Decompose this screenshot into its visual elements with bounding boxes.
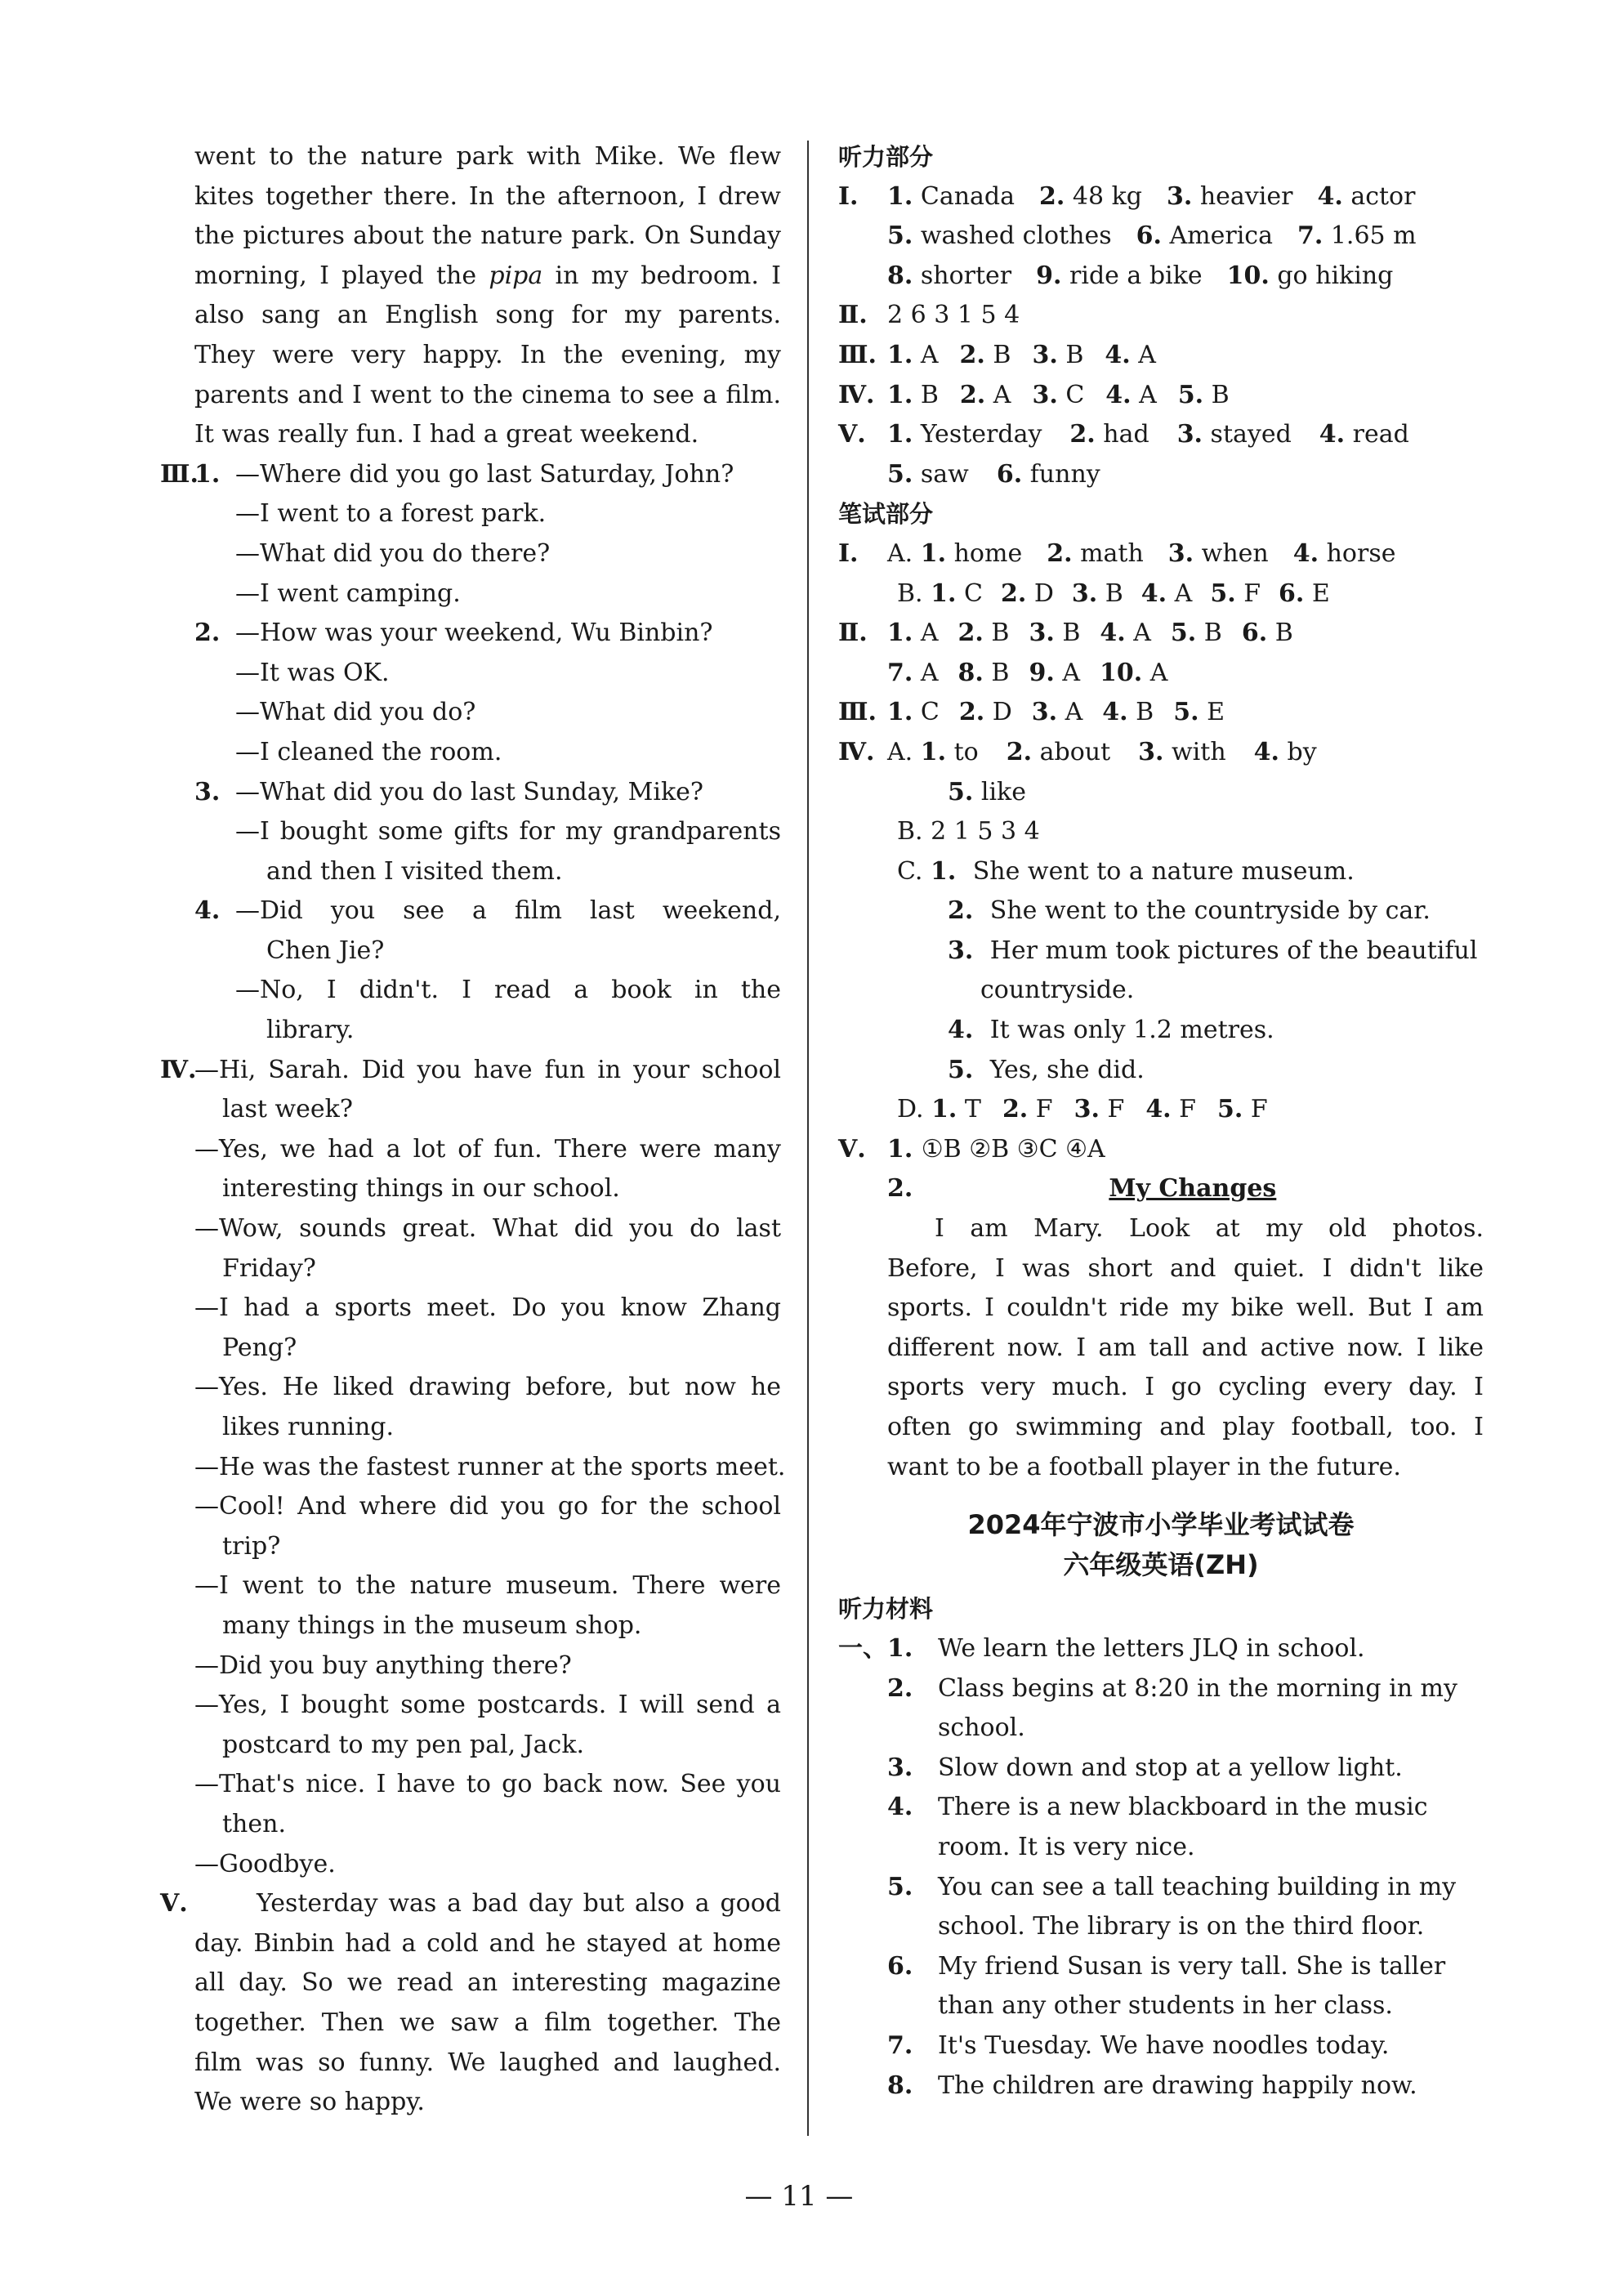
item-number: 4. bbox=[1140, 578, 1167, 608]
writing-heading: 笔试部分 bbox=[838, 500, 934, 529]
item-number: 1. bbox=[887, 380, 913, 409]
sub-label: C. bbox=[897, 856, 931, 886]
answer-item: 1. A bbox=[887, 619, 939, 648]
item-number: 2. bbox=[957, 619, 984, 648]
answer-item: 2. math bbox=[1047, 538, 1144, 568]
dialogue-line: —Did you buy anything there? bbox=[194, 1651, 572, 1680]
item-number: 3. bbox=[1167, 538, 1194, 568]
answer-row bbox=[838, 654, 1484, 694]
answer-row bbox=[838, 217, 1484, 257]
item-number: 4. bbox=[1317, 181, 1343, 211]
item-number: 1. bbox=[931, 1095, 957, 1124]
section-marker-W2: Ⅱ. bbox=[838, 619, 868, 648]
item-number: 6. bbox=[1136, 221, 1162, 251]
intro-line: It was really fun. I had a great weekend. bbox=[194, 420, 699, 449]
answer-item: 3. B bbox=[1029, 619, 1081, 648]
answer-item: 6. America bbox=[1136, 221, 1273, 251]
answer-item: 1. home bbox=[920, 538, 1023, 568]
intro-line: also sang an English song for my parents. bbox=[194, 301, 781, 330]
exam-subtitle: 六年级英语(ZH) bbox=[1063, 1548, 1259, 1580]
item-number: 5. bbox=[948, 1055, 982, 1084]
item-number: 3. bbox=[1032, 340, 1058, 369]
passage-line: film was so funny. We laughed and laughed. bbox=[194, 2048, 781, 2077]
item-number: 2. bbox=[1006, 737, 1033, 766]
answer-item: 1. T bbox=[931, 1095, 981, 1124]
dialogue-line: —I bought some gifts for my grandparents bbox=[235, 817, 781, 846]
item-number: 3. bbox=[1176, 420, 1203, 449]
answer-item: 7. A bbox=[887, 658, 939, 687]
passage-line: Ⅴ. Yesterday was a bad day but also a good bbox=[194, 1884, 781, 1924]
item-number: 1. bbox=[887, 420, 913, 449]
item-number: 2. bbox=[959, 340, 985, 369]
dialogue-text: —How was your weekend, Wu Binbin? bbox=[235, 619, 713, 648]
dialogue-line: —No, I didn't. I read a book in the bbox=[235, 976, 781, 1005]
answer-item: 2. had bbox=[1069, 420, 1149, 449]
dialogue-line: —What did you do? bbox=[235, 698, 476, 727]
answer-item: 2. 48 kg bbox=[1039, 181, 1142, 211]
sub-label: A. bbox=[887, 538, 921, 568]
dialogue-text: —What did you do last Sunday, Mike? bbox=[235, 777, 703, 806]
page-number: — 11 — bbox=[744, 2180, 854, 2213]
section-marker-3: Ⅲ. bbox=[160, 459, 199, 489]
column-divider bbox=[807, 141, 809, 2136]
item-number: 5. bbox=[1170, 619, 1197, 648]
answer-item: 5. B bbox=[1170, 619, 1222, 648]
answer-item: 7. 1.65 m bbox=[1297, 221, 1417, 251]
dialogue-line bbox=[160, 455, 781, 495]
passage-line: together. Then we saw a film together. The bbox=[194, 2008, 781, 2037]
intro-line: the pictures about the nature park. On Sunday bbox=[194, 221, 781, 251]
answer-item: 4. F bbox=[1145, 1095, 1196, 1124]
answer-item: 4. A bbox=[1105, 380, 1157, 409]
dialogue-line: —Wow, sounds great. What did you do last bbox=[194, 1214, 781, 1244]
intro-line: parents and I went to the cinema to see a film. bbox=[194, 380, 781, 409]
answer-line: C. 1. She went to a nature museum. bbox=[897, 856, 1355, 886]
dialogue-line: —What did you do there? bbox=[235, 538, 551, 568]
intro-line: They were very happy. In the evening, my bbox=[194, 340, 781, 369]
passage-line: day. Binbin had a cold and he stayed at home bbox=[194, 1928, 781, 1958]
answer-item: 4. actor bbox=[1317, 181, 1416, 211]
answer-item: 1. Canada bbox=[887, 181, 1015, 211]
item-number: 5. bbox=[887, 459, 913, 489]
item-number: 4. bbox=[948, 1016, 982, 1045]
answer-item: 3. F bbox=[1074, 1095, 1125, 1124]
passage-line: all day. So we read an interesting magazine bbox=[194, 1968, 781, 1998]
dialogue-line: —I went to the nature museum. There were bbox=[194, 1571, 781, 1601]
item-number: 3. bbox=[1029, 619, 1055, 648]
answer-item: 5. like bbox=[948, 777, 1026, 806]
answer-row bbox=[838, 177, 1484, 217]
section-marker-5: Ⅴ. bbox=[160, 1889, 188, 1919]
answer-item: 3. stayed bbox=[1176, 420, 1292, 449]
item-number: 2. bbox=[887, 1174, 913, 1204]
item-number: 8. bbox=[887, 261, 913, 290]
item-number: 3. bbox=[194, 777, 221, 806]
section-marker-L2: Ⅱ. bbox=[838, 301, 868, 330]
essay-line: want to be a football player in the future. bbox=[887, 1452, 1401, 1481]
answer-item: 10. go hiking bbox=[1226, 261, 1394, 290]
essay-line: sports. I couldn't ride my bike well. But I am bbox=[887, 1293, 1484, 1323]
dialogue-line: —I had a sports meet. Do you know Zhang bbox=[194, 1293, 781, 1323]
item-number: 4. bbox=[1100, 619, 1126, 648]
answer-item: 2. D bbox=[958, 698, 1012, 727]
answer-item: 4. A bbox=[1105, 340, 1156, 369]
answer-row bbox=[838, 1090, 1484, 1130]
answer-item: 6. E bbox=[1279, 578, 1330, 608]
answer-line: 4. It was only 1.2 metres. bbox=[948, 1016, 1274, 1045]
answer-item: 1. A bbox=[887, 340, 939, 369]
dialogue-line bbox=[194, 614, 781, 654]
item-number: 6. bbox=[1279, 578, 1305, 608]
answer-row bbox=[838, 773, 1484, 813]
sequence-answer: 2 1 5 3 4 bbox=[931, 817, 1040, 846]
intro-line: morning, I played the pipa in my bedroom. I bbox=[194, 261, 782, 290]
dialogue-line: many things in the museum shop. bbox=[222, 1610, 642, 1640]
dialogue-line: Ⅳ. —Hi, Sarah. Did you have fun in your school bbox=[194, 1051, 781, 1091]
answer-row bbox=[838, 1169, 1484, 1209]
answer-row bbox=[838, 296, 1484, 336]
item-number: 7. bbox=[887, 2030, 913, 2060]
answer-row bbox=[838, 534, 1484, 574]
item-number: 2. bbox=[194, 619, 221, 648]
answer-item: 3. heavier bbox=[1166, 181, 1293, 211]
item-number: 1. bbox=[887, 1134, 922, 1164]
answer-item: 8. B bbox=[957, 658, 1010, 687]
dialogue-line: trip? bbox=[222, 1531, 281, 1561]
answer-row bbox=[838, 257, 1484, 297]
item-number: 2. bbox=[1000, 578, 1027, 608]
answer-item: 1. to bbox=[920, 737, 979, 766]
item-number: 5. bbox=[1210, 578, 1236, 608]
item-number: 10. bbox=[1099, 658, 1143, 687]
material-line: 3. Slow down and stop at a yellow light. bbox=[838, 1749, 1484, 1789]
answer-item: 3. when bbox=[1167, 538, 1269, 568]
item-number: 2. bbox=[887, 1673, 913, 1703]
item-number: 1. bbox=[931, 578, 957, 608]
answer-item: 10. A bbox=[1099, 658, 1168, 687]
item-number: 1. bbox=[194, 459, 221, 489]
answer-item: 5. saw bbox=[887, 459, 969, 489]
item-number: 5. bbox=[1177, 380, 1204, 409]
answer-line: 5. Yes, she did. bbox=[948, 1055, 1145, 1084]
sequence-answer: 2 6 3 1 5 4 bbox=[887, 301, 1020, 330]
dialogue-line: —I went to a forest park. bbox=[235, 499, 547, 529]
answer-item: 2. D bbox=[1000, 578, 1054, 608]
material-line: 一、 1. We learn the letters JLQ in school. bbox=[838, 1629, 1484, 1669]
dialogue-line: Peng? bbox=[222, 1333, 297, 1362]
material-line: school. The library is on the third floor. bbox=[938, 1912, 1425, 1941]
intro-line: went to the nature park with Mike. We flew bbox=[194, 142, 781, 171]
dialogue-line: —It was OK. bbox=[235, 658, 390, 687]
answer-item: 3. B bbox=[1071, 578, 1123, 608]
item-number: 4. bbox=[1319, 420, 1346, 449]
section-marker-L3: Ⅲ. bbox=[838, 340, 877, 369]
item-number: 1. bbox=[887, 181, 913, 211]
dialogue-line: —Yes. He liked drawing before, but now he bbox=[194, 1373, 781, 1402]
answer-item: 3. B bbox=[1032, 340, 1084, 369]
answer-line: countryside. bbox=[980, 976, 1135, 1005]
essay-line: different now. I am tall and active now. I like bbox=[887, 1333, 1484, 1362]
spacer bbox=[838, 1487, 1484, 1505]
material-line: 7. It's Tuesday. We have noodles today. bbox=[838, 2026, 1484, 2066]
answer-item: 2. A bbox=[959, 380, 1011, 409]
item-number: 3. bbox=[887, 1753, 913, 1782]
section-marker-L5: Ⅴ. bbox=[838, 420, 866, 449]
answer-row bbox=[838, 693, 1484, 733]
item-number: 6. bbox=[996, 459, 1023, 489]
answer-item: 8. shorter bbox=[887, 261, 1012, 290]
item-number: 3. bbox=[948, 936, 982, 965]
answer-row bbox=[838, 812, 1484, 852]
material-line: 5. You can see a tall teaching building in my bbox=[838, 1868, 1484, 1908]
item-number: 4. bbox=[1102, 698, 1128, 727]
section-marker-4: Ⅳ. bbox=[160, 1055, 197, 1084]
sub-label: D. bbox=[897, 1095, 932, 1124]
section-marker-W5: Ⅴ. bbox=[838, 1134, 866, 1164]
dialogue-line bbox=[194, 773, 781, 813]
dialogue-line: likes running. bbox=[222, 1413, 395, 1441]
material-line: school. bbox=[938, 1713, 1025, 1743]
material-line: 6. My friend Susan is very tall. She is taller bbox=[838, 1947, 1484, 1987]
answer-item: 2. about bbox=[1006, 737, 1111, 766]
dialogue-line: —I went camping. bbox=[235, 578, 461, 608]
item-number: 2. bbox=[1039, 181, 1065, 211]
item-number: 4. bbox=[887, 1793, 913, 1822]
answer-item: 4. A bbox=[1100, 619, 1151, 648]
section-marker-W1: Ⅰ. bbox=[838, 538, 859, 568]
answer-item: 4. by bbox=[1253, 737, 1317, 766]
item-number: 2. bbox=[958, 698, 985, 727]
pipa-word: pipa bbox=[489, 261, 543, 290]
answer-item: 1. C bbox=[931, 578, 983, 608]
material-line: than any other students in her class. bbox=[938, 1991, 1393, 2021]
material-line: 2. Class begins at 8:20 in the morning in my bbox=[838, 1669, 1484, 1709]
listening-heading: 听力部分 bbox=[838, 143, 934, 171]
item-number: 4. bbox=[194, 896, 221, 926]
dialogue-line: —Goodbye. bbox=[194, 1849, 336, 1878]
dialogue-line: then. bbox=[222, 1809, 286, 1838]
item-number: 4. bbox=[1253, 737, 1279, 766]
essay-title: My Changes bbox=[1109, 1174, 1277, 1204]
dialogue-line: library. bbox=[266, 1016, 355, 1045]
dialogue-line: Chen Jie? bbox=[266, 936, 385, 965]
section-marker-W3: Ⅲ. bbox=[838, 698, 877, 727]
item-number: 2. bbox=[1002, 1095, 1029, 1124]
item-number: 9. bbox=[1029, 658, 1055, 687]
answer-line: 2. She went to the countryside by car. bbox=[948, 896, 1431, 926]
answer-item: 2. B bbox=[959, 340, 1011, 369]
item-number: 8. bbox=[957, 658, 984, 687]
exam-title: 2024年宁波市小学毕业考试试卷 bbox=[967, 1509, 1355, 1541]
answer-item: 9. ride a bike bbox=[1036, 261, 1203, 290]
answer-row bbox=[838, 733, 1484, 773]
answer-item: 2. F bbox=[1002, 1095, 1053, 1124]
dialogue-line: last week? bbox=[222, 1095, 353, 1124]
choice-answers: ①B ②B ③C ④A bbox=[921, 1134, 1105, 1164]
item-number: 10. bbox=[1226, 261, 1270, 290]
item-number: 3. bbox=[1031, 698, 1058, 727]
answer-item: 1. B bbox=[887, 380, 939, 409]
dialogue-line: and then I visited them. bbox=[266, 856, 563, 886]
item-number: 1. bbox=[887, 619, 913, 648]
answer-item: 1. C bbox=[887, 698, 940, 727]
item-number: 1. bbox=[887, 698, 913, 727]
answer-item: 6. B bbox=[1241, 619, 1293, 648]
dialogue-line bbox=[194, 891, 781, 931]
item-number: 3. bbox=[1074, 1095, 1100, 1124]
item-number: 4. bbox=[1105, 380, 1132, 409]
answer-item: 4. A bbox=[1140, 578, 1193, 608]
dialogue-line: —I cleaned the room. bbox=[235, 737, 502, 766]
section-marker-L1: Ⅰ. bbox=[838, 181, 859, 211]
material-line: room. It is very nice. bbox=[938, 1832, 1195, 1861]
essay-line: often go swimming and play football, too. I bbox=[887, 1413, 1484, 1441]
section-marker-W4: Ⅳ. bbox=[838, 737, 875, 766]
answer-item: 3. with bbox=[1138, 737, 1226, 766]
item-number: 3. bbox=[1138, 737, 1164, 766]
essay-line: sports very much. I go cycling every day. I bbox=[887, 1373, 1484, 1402]
section-marker-L4: Ⅳ. bbox=[838, 380, 875, 409]
answer-item: 5. washed clothes bbox=[887, 221, 1112, 251]
answer-row bbox=[838, 614, 1484, 654]
material-line: 4. There is a new blackboard in the music bbox=[838, 1788, 1484, 1828]
item-number: 8. bbox=[887, 2070, 913, 2100]
answer-item: 6. funny bbox=[996, 459, 1100, 489]
item-number: 2. bbox=[1047, 538, 1073, 568]
item-number: 7. bbox=[887, 658, 913, 687]
dialogue-line: —He was the fastest runner at the sports meet. bbox=[194, 1452, 786, 1481]
answer-line: 3. Her mum took pictures of the beautiful bbox=[948, 936, 1478, 965]
item-number: 9. bbox=[1036, 261, 1062, 290]
right-column bbox=[838, 137, 1484, 2106]
dialogue-line: —Cool! And where did you go for the school bbox=[194, 1492, 781, 1521]
dialogue-text: —Did you see a film last weekend, bbox=[235, 896, 781, 926]
item-number: 5. bbox=[1173, 698, 1199, 727]
item-number: 1. bbox=[930, 856, 965, 886]
answer-item: 5. F bbox=[1217, 1095, 1268, 1124]
answer-item: 4. B bbox=[1102, 698, 1154, 727]
left-column bbox=[160, 137, 786, 2123]
answer-item: 5. F bbox=[1210, 578, 1261, 608]
answer-item: 3. C bbox=[1032, 380, 1085, 409]
essay-line: Before, I was short and quiet. I didn't like bbox=[887, 1253, 1484, 1283]
item-number: 3. bbox=[1071, 578, 1098, 608]
item-number: 1. bbox=[887, 340, 913, 369]
answer-row bbox=[838, 574, 1484, 614]
item-number: 2. bbox=[948, 896, 982, 926]
item-number: 5. bbox=[887, 1872, 913, 1901]
answer-item: 3. A bbox=[1031, 698, 1083, 727]
item-number: 5. bbox=[887, 221, 913, 251]
item-number: 1. bbox=[920, 538, 947, 568]
answer-item: 4. read bbox=[1319, 420, 1409, 449]
dialogue-line: —Yes, I bought some postcards. I will send a bbox=[194, 1691, 781, 1720]
item-number: 4. bbox=[1105, 340, 1131, 369]
item-number: 7. bbox=[1297, 221, 1323, 251]
item-number: 5. bbox=[948, 777, 974, 806]
item-number: 6. bbox=[887, 1951, 913, 1981]
sub-label: B. bbox=[897, 817, 931, 846]
answer-item: 5. B bbox=[1177, 380, 1230, 409]
dialogue-line: —Yes, we had a lot of fun. There were many bbox=[194, 1134, 781, 1164]
dialogue-text: —Where did you go last Saturday, John? bbox=[235, 459, 734, 489]
sub-label: A. bbox=[887, 737, 921, 766]
answer-row bbox=[838, 336, 1484, 376]
answer-item: 1. Yesterday bbox=[887, 420, 1042, 449]
answer-row bbox=[838, 455, 1484, 495]
item-number: 5. bbox=[1217, 1095, 1243, 1124]
item-number: 4. bbox=[1292, 538, 1319, 568]
passage-line: We were so happy. bbox=[194, 2088, 425, 2117]
essay-line: I am Mary. Look at my old photos. bbox=[935, 1214, 1484, 1244]
sub-label: B. bbox=[897, 578, 931, 608]
item-number: 6. bbox=[1241, 619, 1268, 648]
answer-item: 9. A bbox=[1029, 658, 1080, 687]
dialogue-line: —That's nice. I have to go back now. See you bbox=[194, 1770, 781, 1799]
item-number: 1. bbox=[887, 1633, 913, 1663]
materials-heading: 听力材料 bbox=[838, 1595, 934, 1624]
item-number: 3. bbox=[1166, 181, 1193, 211]
intro-line: kites together there. In the afternoon, I drew bbox=[194, 181, 781, 211]
answer-row bbox=[838, 1130, 1484, 1170]
dialogue-line: postcard to my pen pal, Jack. bbox=[222, 1730, 585, 1759]
item-number: 2. bbox=[1069, 420, 1096, 449]
dialogue-line: Friday? bbox=[222, 1253, 316, 1283]
answer-item: 5. E bbox=[1173, 698, 1225, 727]
item-number: 1. bbox=[920, 737, 947, 766]
section-marker-materials: 一、 bbox=[838, 1633, 887, 1663]
answer-item: 4. horse bbox=[1292, 538, 1396, 568]
item-number: 3. bbox=[1032, 380, 1058, 409]
item-number: 4. bbox=[1145, 1095, 1172, 1124]
answer-row bbox=[838, 376, 1484, 416]
item-number: 2. bbox=[959, 380, 986, 409]
dialogue-line: interesting things in our school. bbox=[222, 1174, 620, 1204]
material-line: 8. The children are drawing happily now. bbox=[838, 2066, 1484, 2106]
answer-item: 2. B bbox=[957, 619, 1010, 648]
answer-row bbox=[838, 415, 1484, 455]
